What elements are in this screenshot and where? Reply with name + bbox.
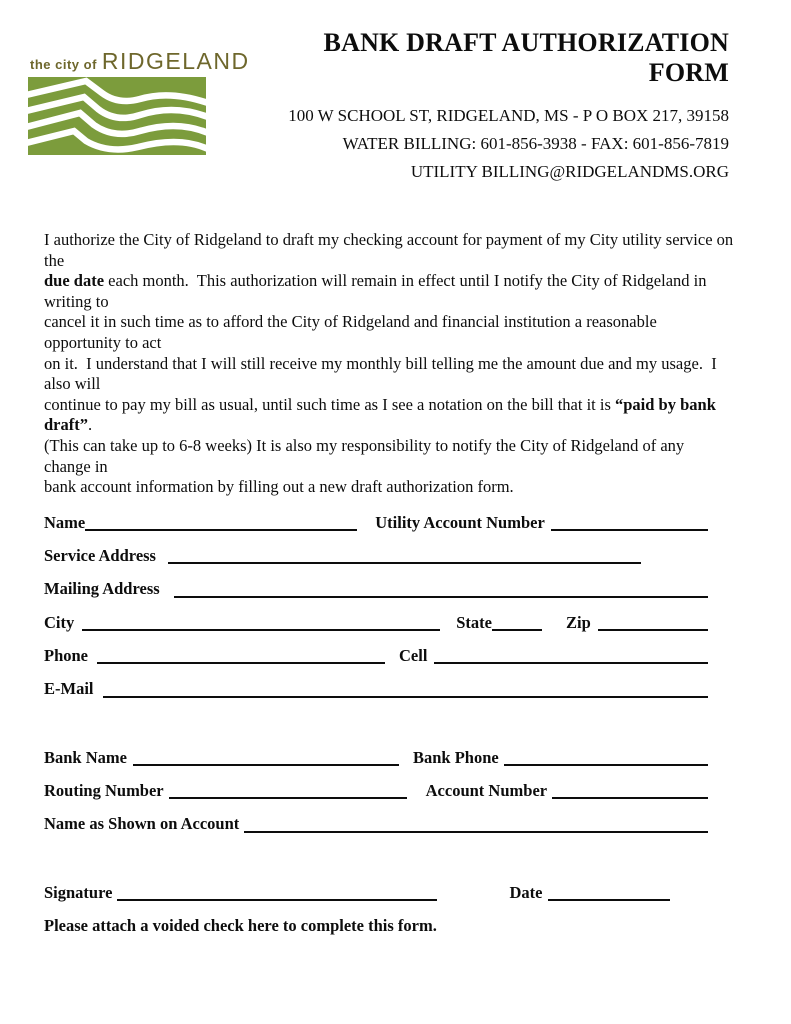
row-name-account: [44, 514, 708, 531]
phone-field-line: [97, 657, 385, 664]
page-title: BANK DRAFT AUTHORIZATION FORM: [323, 28, 729, 87]
state-label: State: [456, 612, 492, 632]
row-routing-account: [44, 782, 708, 799]
authorization-paragraph: [0, 230, 791, 498]
paragraph-segment: on it. I understand that I will still receive my monthly bill telling me the amount due and my usage. I also will: [44, 353, 721, 394]
email-field-line: [103, 691, 709, 698]
routing-number-label: Routing Number: [44, 780, 164, 800]
paragraph-segment: continue to pay my bill as usual, until such time as I see a notation on the bill that it is: [44, 394, 615, 414]
row-phone-cell: [44, 647, 708, 664]
mailing-address-field-line: [174, 591, 708, 598]
state-field-line: [492, 624, 542, 631]
paragraph-segment: bank account information by filling out a new draft authorization form.: [44, 477, 514, 497]
bank-phone-field-line: [504, 759, 708, 766]
voided-check-note: Please attach a voided check here to complete this form.: [44, 915, 437, 935]
bank-phone-label: Bank Phone: [412, 747, 499, 767]
logo-waves-icon: [28, 77, 206, 155]
row-email: [44, 680, 708, 697]
row-name-on-account: [44, 815, 708, 832]
logo-text: [30, 48, 250, 74]
name-field-line: [85, 524, 357, 531]
phone-label: Phone: [44, 645, 89, 665]
zip-field-line: [598, 624, 708, 631]
paragraph-segment: cancel it in such time as to afford the City of Ridgeland and financial institution a reasonable opportunity to act: [44, 312, 661, 352]
paragraph-line: [44, 477, 735, 498]
service-address-label: Service Address: [44, 546, 156, 566]
ridgeland-logo: [28, 48, 250, 155]
zip-label: Zip: [566, 612, 591, 632]
date-field-line: [548, 894, 670, 901]
bank-name-field-line: [133, 759, 399, 766]
paragraph-line: [44, 230, 738, 271]
header-phone-line: WATER BILLING: 601-856-3938 - FAX: 601-856-7819: [342, 134, 729, 153]
email-label: E-Mail: [44, 679, 94, 699]
name-on-account-field-line: [244, 826, 708, 833]
paragraph-line: [44, 395, 735, 436]
signature-field-line: [117, 894, 437, 901]
account-number-field-line: [552, 792, 708, 799]
header-email-line: UTILITY BILLING@RIDGELANDMS.ORG: [410, 162, 729, 181]
form-fields-area: [44, 514, 708, 901]
city-field-line: [82, 624, 440, 631]
mailing-address-label: Mailing Address: [44, 579, 160, 599]
row-signature-date: [44, 884, 708, 901]
city-label: City: [44, 612, 75, 632]
document-header: [0, 0, 791, 186]
paragraph-line: [44, 312, 735, 353]
cell-label: Cell: [399, 645, 428, 665]
utility-account-number-label: Utility Account Number: [375, 512, 545, 532]
paragraph-segment: I authorize the City of Ridgeland to draft my checking account for payment of my City utility service on the: [44, 230, 738, 270]
date-label: Date: [509, 882, 543, 902]
paragraph-line: [44, 271, 735, 312]
signature-label: Signature: [44, 882, 113, 902]
logo-tagline: the city of: [30, 57, 97, 72]
logo-city-name: RIDGELAND: [101, 48, 250, 74]
cell-field-line: [434, 657, 708, 664]
row-service-address: [44, 547, 708, 564]
paragraph-bold-segment: “paid by bank draft”: [44, 394, 721, 435]
paragraph-line: [44, 354, 735, 395]
name-label: Name: [44, 512, 86, 532]
account-number-label: Account Number: [425, 780, 548, 800]
paragraph-segment: each month. This authorization will remain in effect until I notify the City of Ridgeland in writing to: [44, 271, 711, 311]
service-address-field-line: [168, 557, 641, 564]
paragraph-line: [44, 436, 735, 477]
paragraph-segment: .: [88, 415, 93, 435]
row-city-state-zip: [44, 614, 708, 631]
utility-account-number-field-line: [551, 524, 708, 531]
routing-number-field-line: [169, 792, 407, 799]
header-address-line: 100 W SCHOOL ST, RIDGELAND, MS - P O BOX 217, 39158: [288, 106, 729, 125]
row-bank-name-phone: [44, 749, 708, 766]
name-on-account-label: Name as Shown on Account: [44, 814, 240, 834]
paragraph-segment: (This can take up to 6-8 weeks) It is also my responsibility to notify the City of Ridgeland of any change in: [44, 435, 689, 476]
bank-name-label: Bank Name: [44, 747, 127, 767]
row-mailing-address: [44, 580, 708, 597]
paragraph-bold-segment: due date: [44, 271, 105, 291]
